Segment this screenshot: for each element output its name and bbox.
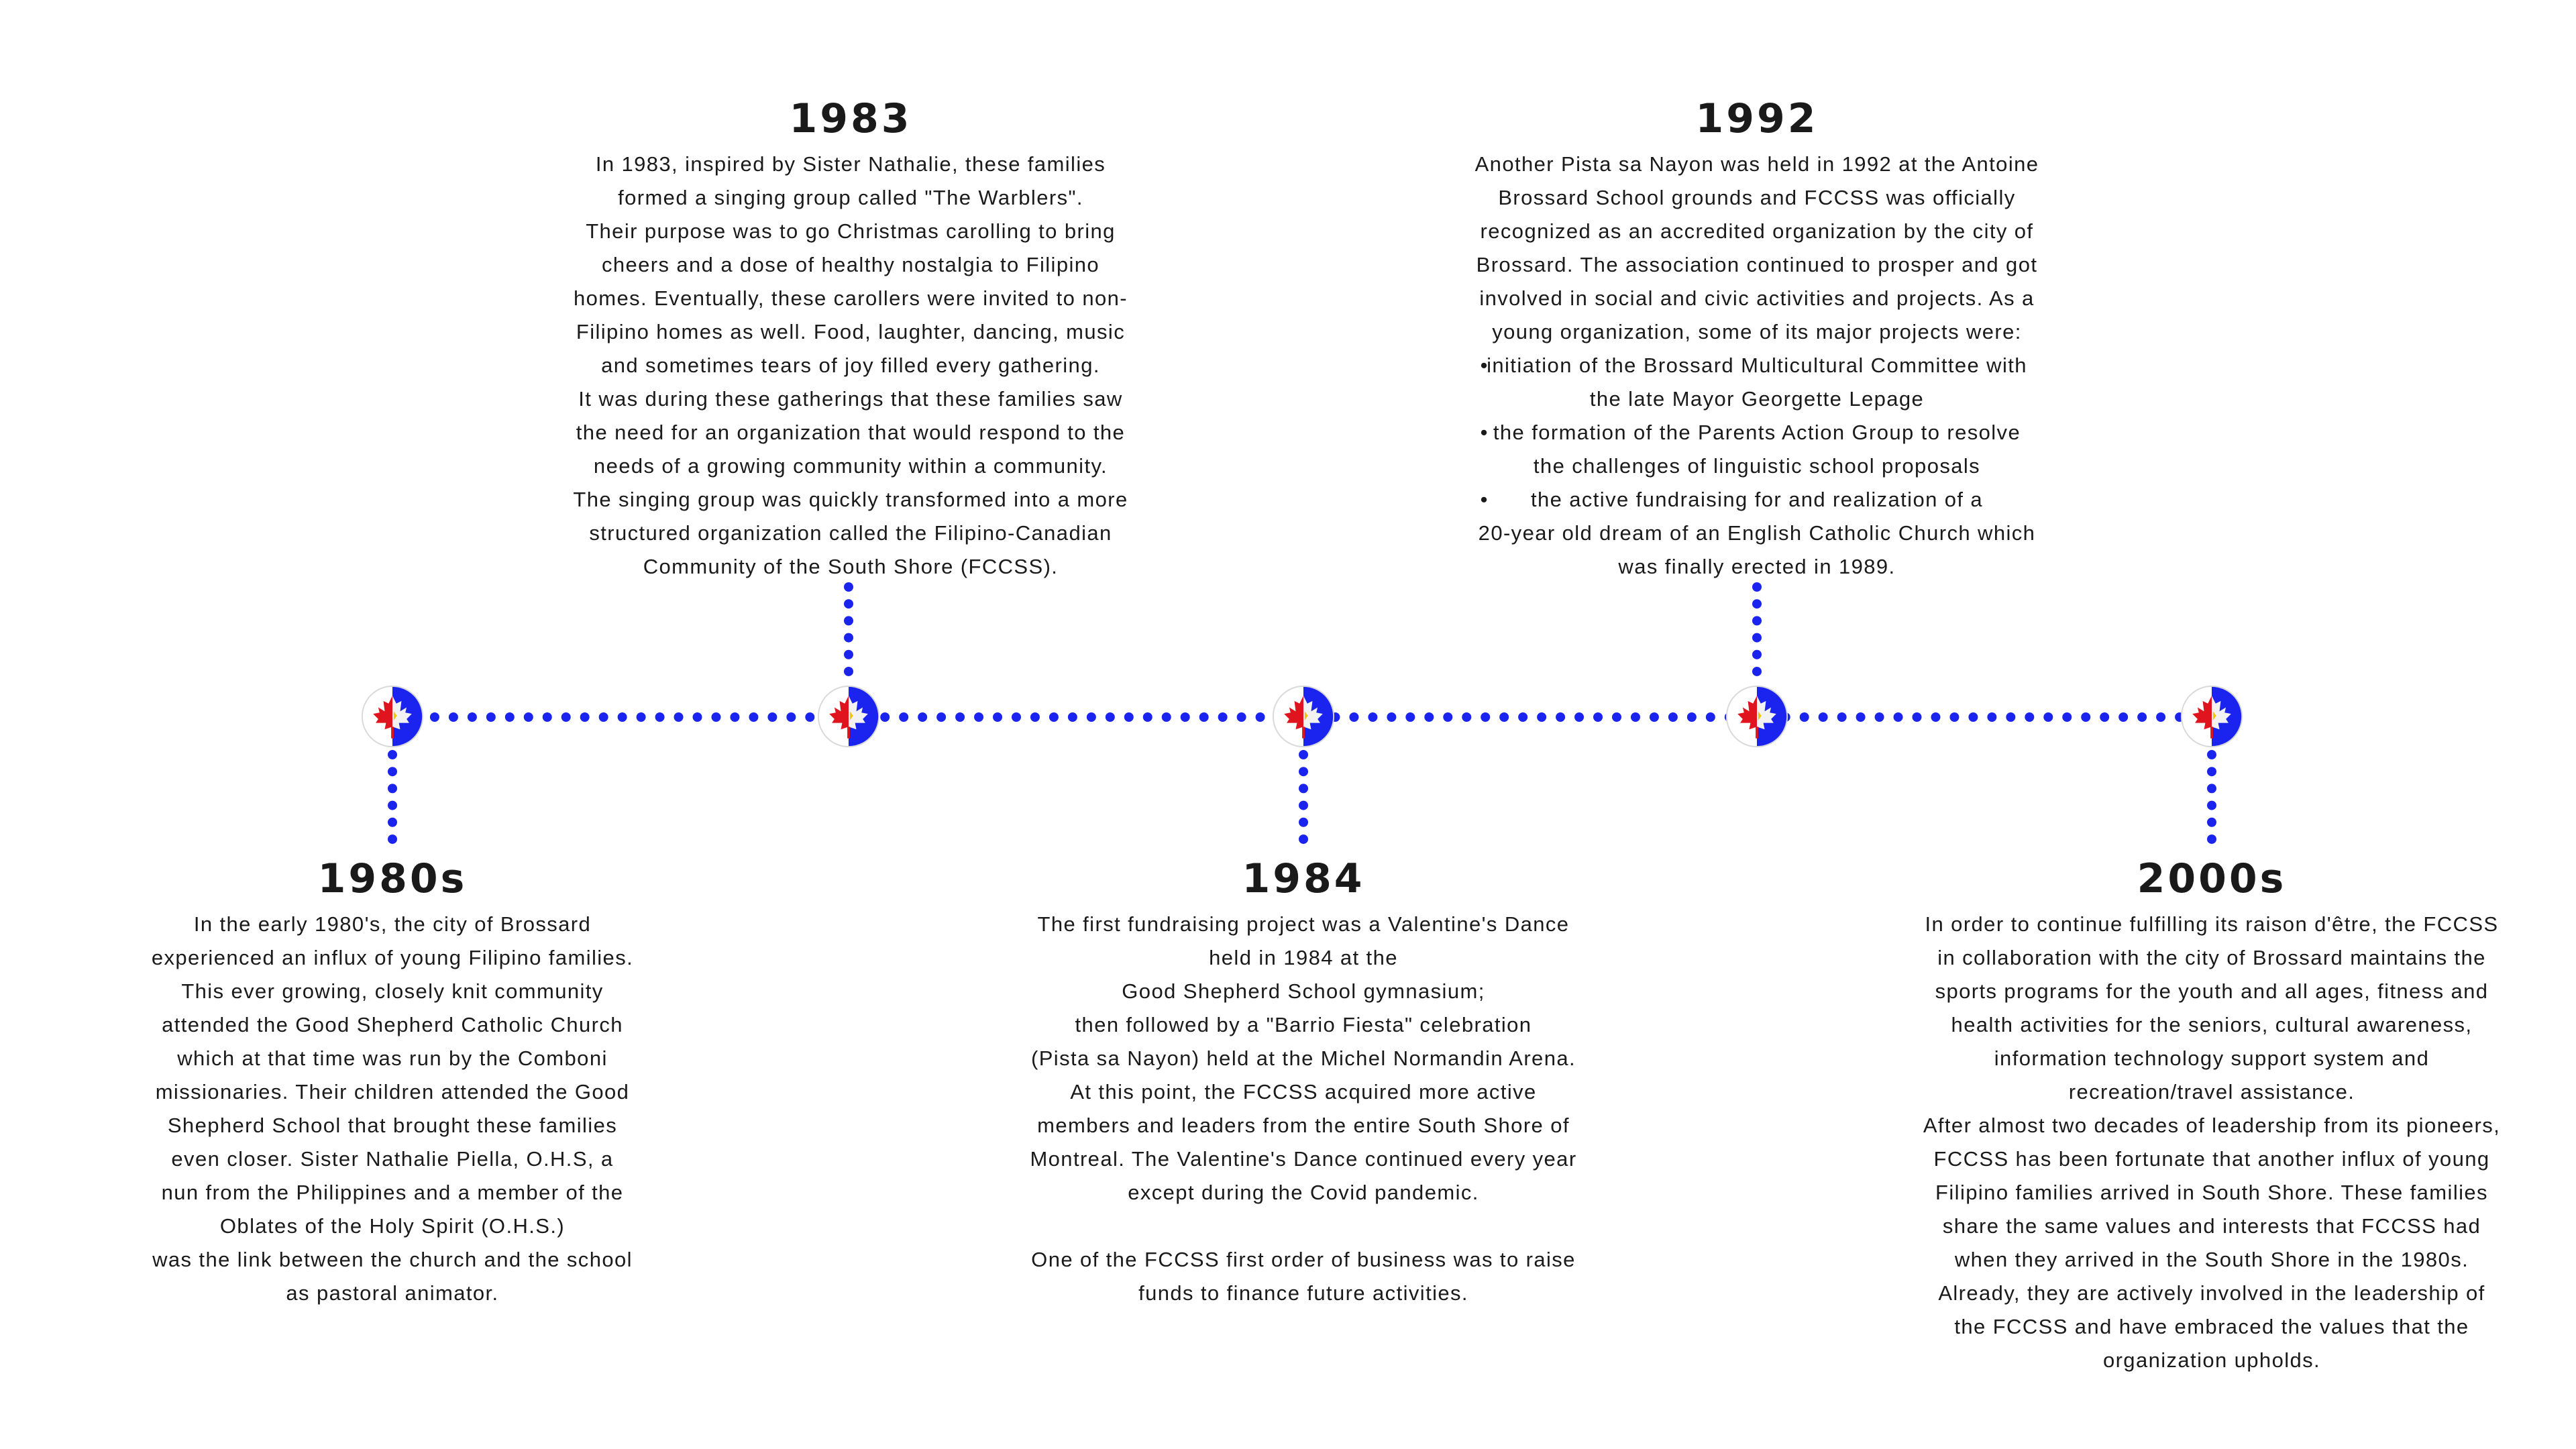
description-line: homes. Eventually, these carollers were invited to non- [574,286,1128,310]
description-line: This ever growing, closely knit community [181,979,604,1003]
description-line: structured organization called the Filipino-Canadian [589,521,1112,545]
canada-maple-leaf-icon [2180,684,2244,749]
description-line: Filipino homes as well. Food, laughter, dancing, music [576,320,1126,343]
description-line: missionaries. Their children attended the Good [155,1080,630,1104]
description-line: attended the Good Shepherd Catholic Church [162,1013,623,1036]
event-year: 1980s [317,855,468,902]
description-line: Already, they are actively involved in the leadership of [1938,1281,2485,1305]
description-line: in collaboration with the city of Brossard maintains the [1937,946,2486,969]
canada-maple-leaf-icon [1725,684,1789,749]
event-1992 [1475,95,2039,584]
event-1983 [573,95,1128,584]
connector-2000s [2207,750,2216,844]
description-line: In order to continue fulfilling its raison d'être, the FCCSS [1925,912,2499,936]
event-description [152,908,633,1310]
connector-1984 [1299,750,1308,844]
bullet-text: 20-year old dream of an English Catholic Church which [1478,521,2036,545]
timeline-node-1980s [360,684,425,749]
description-line: One of the FCCSS first order of business was to raise [1031,1248,1576,1271]
description-line: share the same values and interests that FCCSS had [1942,1214,2481,1238]
bullet-line [1475,550,2039,584]
description-line: Brossard School grounds and FCCSS was officially [1498,186,2016,209]
bullet-text: the active fundraising for and realization of a [1530,488,1984,511]
description-line: recreation/travel assistance. [2068,1080,2355,1104]
timeline-node-1984 [1271,684,1336,749]
description-line: was the link between the church and the school [152,1248,633,1271]
description-line: needs of a growing community within a community. [593,454,1108,478]
description-line: experienced an influx of young Filipino families. [151,946,634,969]
description-line: FCCSS has been fortunate that another influx of young [1933,1147,2490,1171]
bullet-line [1475,517,2039,550]
description-line: and sometimes tears of joy filled every gathering. [601,354,1100,377]
description-line: Oblates of the Holy Spirit (O.H.S.) [219,1214,566,1238]
bullet-icon: • [1480,421,1489,444]
description-line: sports programs for the youth and all ages, fitness and [1935,979,2489,1003]
event-year: 1984 [1242,855,1365,902]
event-description [1923,908,2500,1377]
canada-maple-leaf-icon [1271,684,1336,749]
description-line: In 1983, inspired by Sister Nathalie, these families [595,152,1106,176]
timeline-node-1992 [1725,684,1789,749]
description-line: Filipino families arrived in South Shore. These families [1935,1181,2488,1204]
description-line: the FCCSS and have embraced the values that the [1954,1315,2469,1338]
event-description [1475,148,2039,584]
description-line: the need for an organization that would respond to the [576,421,1126,444]
timeline-node-2000s [2180,684,2244,749]
bullet-line [1475,382,2039,416]
description-line: organization upholds. [2102,1348,2321,1372]
description-line: Another Pista sa Nayon was held in 1992 at the Antoine [1474,152,2039,176]
connector-1983 [844,582,853,676]
bullet-line [1475,416,2039,449]
bullet-icon: • [1480,354,1489,377]
description-line: It was during these gatherings that these families saw [578,387,1123,411]
description-line: The singing group was quickly transformed into a more [573,488,1128,511]
bullet-text: the formation of the Parents Action Group to resolve [1493,421,2021,444]
description-line: Community of the South Shore (FCCSS). [643,555,1059,578]
event-1980s [152,855,633,1310]
description-line: Shepherd School that brought these families [167,1114,618,1137]
description-line: Their purpose was to go Christmas carolling to bring [586,219,1116,243]
description-line: nun from the Philippines and a member of the [161,1181,624,1204]
description-line: which at that time was run by the Comboni [177,1046,608,1070]
bullet-line [1475,483,2039,517]
description-line: Brossard. The association continued to prosper and got [1476,253,2038,276]
canada-maple-leaf-icon [360,684,425,749]
description-line: young organization, some of its major projects were: [1492,320,2022,343]
bullet-text: the challenges of linguistic school proposals [1533,454,1981,478]
description-line: except during the Covid pandemic. [1128,1181,1479,1204]
description-line: as pastoral animator. [286,1281,499,1305]
description-line: (Pista sa Nayon) held at the Michel Normandin Arena. [1030,1046,1576,1070]
canada-maple-leaf-icon [816,684,881,749]
event-year: 2000s [2137,855,2287,902]
description-line: members and leaders from the entire South Shore of [1037,1114,1570,1137]
bullet-text: the late Mayor Georgette Lepage [1589,387,1925,411]
timeline-node-1983 [816,684,881,749]
description-line: recognized as an accredited organization by the city of [1480,219,2034,243]
description-line: In the early 1980's, the city of Brossard [193,912,592,936]
description-line: when they arrived in the South Shore in the 1980s. [1954,1248,2469,1271]
bullet-text: was finally erected in 1989. [1618,555,1896,578]
event-year: 1992 [1695,95,1819,142]
description-line: cheers and a dose of healthy nostalgia to Filipino [601,253,1100,276]
description-line: After almost two decades of leadership from its pioneers, [1923,1114,2501,1137]
description-line: involved in social and civic activities and projects. As a [1479,286,2035,310]
event-year: 1983 [789,95,912,142]
description-line: information technology support system and [1994,1046,2430,1070]
bullet-line [1475,449,2039,483]
description-line: Good Shepherd School gymnasium; [1122,979,1485,1003]
connector-1980s [388,750,397,844]
event-description [1030,908,1576,1310]
description-line: held in 1984 at the [1209,946,1398,969]
description-line: Montreal. The Valentine's Dance continued every year [1030,1147,1577,1171]
description-line: funds to finance future activities. [1138,1281,1468,1305]
event-description [573,148,1128,584]
bullet-line [1475,349,2039,382]
description-line: even closer. Sister Nathalie Piella, O.H.S, a [171,1147,614,1171]
event-1984 [1030,855,1576,1310]
description-line: health activities for the seniors, cultural awareness, [1951,1013,2473,1036]
bullet-icon: • [1480,488,1489,511]
bullet-text: initiation of the Brossard Multicultural Committee with [1487,354,2027,377]
event-2000s [1923,855,2500,1377]
description-line: The first fundraising project was a Valentine's Dance [1037,912,1570,936]
description-line: then followed by a "Barrio Fiesta" celebration [1075,1013,1532,1036]
connector-1992 [1752,582,1762,676]
description-line: formed a singing group called "The Warblers". [618,186,1083,209]
description-line: At this point, the FCCSS acquired more active [1070,1080,1537,1104]
description-line [1030,1210,1576,1243]
